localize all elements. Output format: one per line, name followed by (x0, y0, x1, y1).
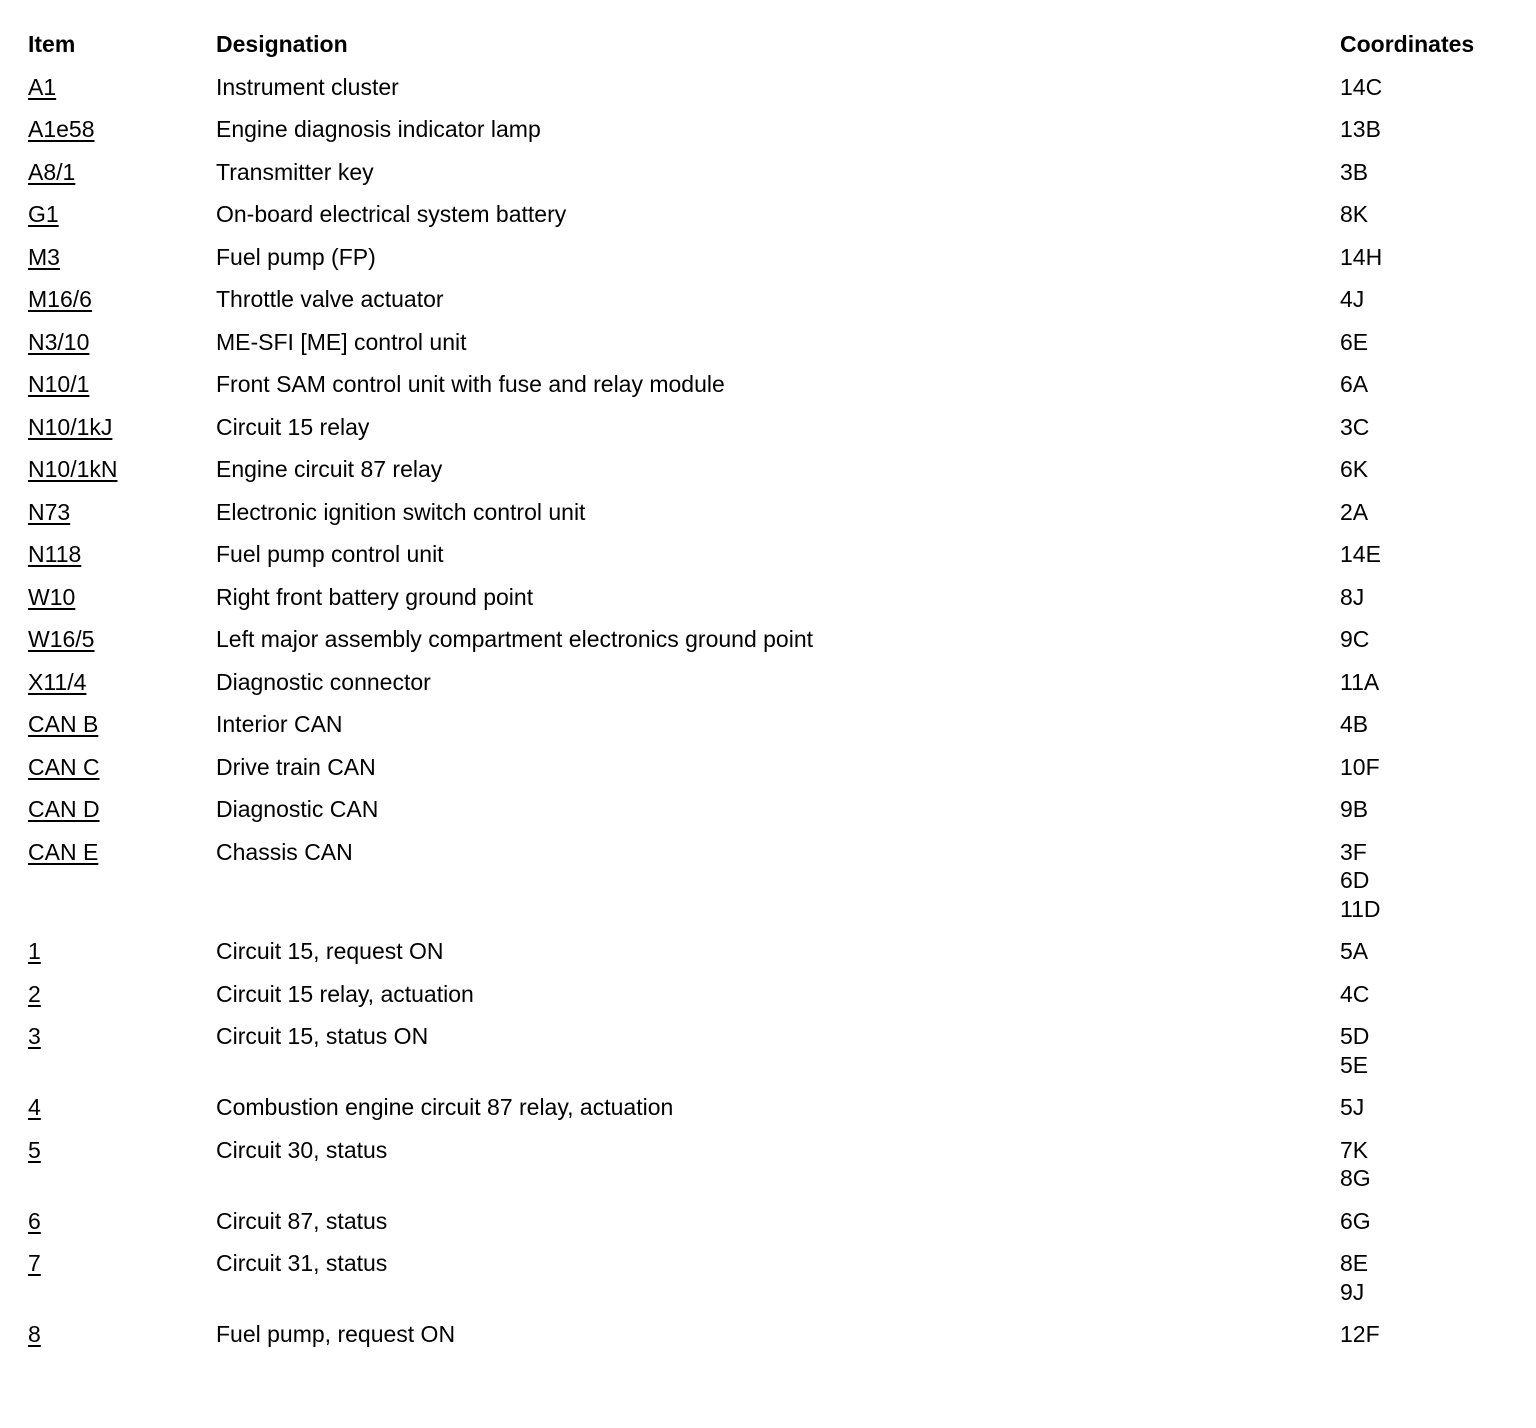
coordinates-cell (1340, 413, 1518, 442)
coordinate-value: 4J (1340, 286, 1365, 312)
coordinates-cell (1340, 753, 1518, 782)
item-cell (28, 625, 216, 654)
table-row (28, 710, 1518, 739)
table-row (28, 795, 1518, 824)
item-cell (28, 980, 216, 1009)
coordinates-cell (1340, 980, 1518, 1009)
table-row (28, 413, 1518, 442)
designation-cell: ME-SFI [ME] control unit (216, 328, 467, 355)
designation-cell: Circuit 15 relay (216, 413, 370, 440)
coordinate-value: 13B (1340, 116, 1381, 142)
designation-cell: Engine diagnosis indicator lamp (216, 116, 541, 142)
designation-cell: On-board electrical system battery (216, 201, 567, 227)
item-cell (28, 115, 216, 144)
item-link[interactable]: W10 (28, 583, 76, 610)
item-cell (28, 540, 216, 569)
coordinates-cell (1340, 1320, 1518, 1349)
item-cell (28, 1136, 216, 1165)
item-link[interactable]: 3 (28, 1023, 41, 1049)
coordinate-value: 3C (1340, 413, 1370, 440)
item-link[interactable]: CAN B (28, 711, 99, 737)
designation-cell: Throttle valve actuator (216, 286, 444, 312)
item-cell (28, 370, 216, 399)
coordinates-cell (1340, 115, 1518, 144)
item-cell (28, 285, 216, 314)
table-row (28, 1207, 1518, 1236)
designation-cell: Circuit 87, status (216, 1207, 388, 1234)
coordinate-value: 8G (1340, 1165, 1371, 1191)
coordinate-value: 9J (1340, 1278, 1365, 1305)
header-item: Item (28, 31, 76, 57)
table-row (28, 370, 1518, 399)
coordinates-cell (1340, 795, 1518, 824)
coordinate-value: 6K (1340, 456, 1369, 482)
coordinate-value: 9C (1340, 626, 1370, 652)
designation-cell: Left major assembly compartment electronics ground point (216, 626, 814, 652)
coordinates-cell (1340, 1022, 1518, 1079)
item-cell (28, 413, 216, 442)
item-cell (28, 158, 216, 187)
item-link[interactable]: CAN C (28, 753, 100, 780)
coordinate-value: 3F (1340, 838, 1367, 865)
designation-cell: Front SAM control unit with fuse and relay module (216, 371, 725, 397)
coordinate-value: 8K (1340, 201, 1369, 227)
coordinate-value: 10F (1340, 753, 1380, 780)
coordinates-cell (1340, 328, 1518, 357)
item-link[interactable]: 4 (28, 1094, 41, 1120)
coordinate-value: 14E (1340, 541, 1381, 567)
item-cell (28, 1207, 216, 1236)
designation-cell: Engine circuit 87 relay (216, 456, 443, 482)
item-link[interactable]: N10/1kN (28, 456, 118, 482)
item-cell (28, 795, 216, 824)
item-link[interactable]: N73 (28, 498, 71, 525)
item-link[interactable]: W16/5 (28, 626, 95, 652)
coordinate-value: 2A (1340, 498, 1369, 525)
designation-cell: Fuel pump (FP) (216, 243, 376, 270)
coordinates-cell (1340, 73, 1518, 102)
coordinate-value: 4B (1340, 711, 1369, 737)
designation-cell: Circuit 15 relay, actuation (216, 980, 474, 1007)
designation-cell: Instrument cluster (216, 73, 399, 100)
coordinate-value: 3B (1340, 158, 1369, 185)
item-link[interactable]: A1 (28, 73, 57, 100)
item-link[interactable]: X11/4 (28, 668, 87, 695)
table-row (28, 200, 1518, 229)
coordinates-cell (1340, 1136, 1518, 1193)
designation-cell: Interior CAN (216, 711, 343, 737)
item-cell (28, 753, 216, 782)
item-link[interactable]: A1e58 (28, 116, 95, 142)
item-cell (28, 668, 216, 697)
table-row (28, 243, 1518, 272)
table-row (28, 115, 1518, 144)
coordinate-value: 5E (1340, 1051, 1369, 1078)
table-row (28, 838, 1518, 924)
item-cell (28, 1249, 216, 1278)
table-row (28, 1093, 1518, 1122)
item-link[interactable]: M16/6 (28, 286, 92, 312)
item-cell (28, 1093, 216, 1122)
item-cell (28, 710, 216, 739)
table-row (28, 1249, 1518, 1306)
coordinate-value: 14H (1340, 243, 1383, 270)
coordinates-cell (1340, 498, 1518, 527)
item-cell (28, 73, 216, 102)
table-row (28, 455, 1518, 484)
designation-cell: Chassis CAN (216, 838, 353, 865)
coordinates-cell (1340, 937, 1518, 966)
coordinates-cell (1340, 370, 1518, 399)
designation-cell: Right front battery ground point (216, 583, 534, 610)
coordinates-cell (1340, 668, 1518, 697)
coordinates-cell (1340, 200, 1518, 229)
coordinates-cell (1340, 243, 1518, 272)
table-row (28, 625, 1518, 654)
item-cell (28, 838, 216, 867)
table-row (28, 1022, 1518, 1079)
coordinate-value: 6A (1340, 371, 1369, 397)
item-link[interactable]: G1 (28, 201, 59, 227)
designation-cell: Fuel pump control unit (216, 541, 444, 567)
item-cell (28, 498, 216, 527)
coordinate-value: 12F (1340, 1321, 1380, 1347)
coordinates-cell (1340, 838, 1518, 924)
item-cell (28, 328, 216, 357)
designation-cell: Circuit 30, status (216, 1136, 388, 1163)
table-row (28, 1320, 1518, 1349)
table-row (28, 753, 1518, 782)
coordinates-cell (1340, 710, 1518, 739)
coordinate-value: 7K (1340, 1136, 1369, 1163)
item-link[interactable]: 1 (28, 938, 41, 964)
coordinate-value: 5J (1340, 1094, 1365, 1120)
item-cell (28, 1320, 216, 1349)
table-row (28, 158, 1518, 187)
table-header (28, 30, 1518, 59)
coordinates-cell (1340, 540, 1518, 569)
table-row (28, 285, 1518, 314)
item-link[interactable]: M3 (28, 243, 60, 270)
coordinate-value: 5A (1340, 938, 1369, 964)
item-link[interactable]: 2 (28, 980, 41, 1007)
coordinates-cell (1340, 1093, 1518, 1122)
item-link[interactable]: 7 (28, 1250, 41, 1276)
coordinate-value: 8E (1340, 1250, 1369, 1276)
coordinate-value: 8J (1340, 583, 1365, 610)
designation-cell: Transmitter key (216, 158, 374, 185)
coordinate-value: 11D (1340, 895, 1381, 922)
designation-cell: Drive train CAN (216, 753, 376, 780)
item-link[interactable]: CAN E (28, 838, 99, 865)
item-cell (28, 937, 216, 966)
item-link[interactable]: N118 (28, 541, 82, 567)
item-cell (28, 200, 216, 229)
designation-cell: Circuit 15, status ON (216, 1023, 429, 1049)
coordinate-value: 6D (1340, 867, 1370, 893)
coordinate-value: 5D (1340, 1023, 1370, 1049)
table-body (28, 73, 1518, 1349)
coordinate-value: 14C (1340, 73, 1383, 100)
item-link[interactable]: 6 (28, 1207, 41, 1234)
coordinates-cell (1340, 285, 1518, 314)
designation-cell: Diagnostic CAN (216, 796, 379, 822)
coordinates-cell (1340, 1249, 1518, 1306)
coordinates-cell (1340, 158, 1518, 187)
table-row (28, 540, 1518, 569)
table-row (28, 1136, 1518, 1193)
item-link[interactable]: 5 (28, 1136, 41, 1163)
table-row (28, 668, 1518, 697)
item-cell (28, 243, 216, 272)
table-row (28, 980, 1518, 1009)
coordinates-cell (1340, 455, 1518, 484)
header-designation: Designation (216, 31, 348, 57)
table-row (28, 328, 1518, 357)
item-link[interactable]: 8 (28, 1321, 41, 1347)
table-row (28, 73, 1518, 102)
coordinate-value: 9B (1340, 796, 1369, 822)
component-legend-table (28, 30, 1518, 1363)
coordinate-value: 6E (1340, 328, 1369, 355)
item-link[interactable]: N10/1 (28, 371, 90, 397)
coordinates-cell (1340, 1207, 1518, 1236)
table-row (28, 583, 1518, 612)
designation-cell: Circuit 31, status (216, 1250, 388, 1276)
table-row (28, 498, 1518, 527)
designation-cell: Fuel pump, request ON (216, 1321, 456, 1347)
item-link[interactable]: N10/1kJ (28, 413, 113, 440)
designation-cell: Combustion engine circuit 87 relay, actuation (216, 1094, 674, 1120)
designation-cell: Electronic ignition switch control unit (216, 498, 586, 525)
table-row (28, 937, 1518, 966)
coordinates-cell (1340, 625, 1518, 654)
coordinate-value: 11A (1340, 668, 1380, 695)
item-cell (28, 1022, 216, 1051)
coordinates-cell (1340, 583, 1518, 612)
coordinate-value: 6G (1340, 1207, 1371, 1234)
item-cell (28, 583, 216, 612)
designation-cell: Circuit 15, request ON (216, 938, 444, 964)
item-link[interactable]: N3/10 (28, 328, 90, 355)
designation-cell: Diagnostic connector (216, 668, 431, 695)
item-link[interactable]: CAN D (28, 796, 100, 822)
item-link[interactable]: A8/1 (28, 158, 76, 185)
item-cell (28, 455, 216, 484)
header-coordinates: Coordinates (1340, 31, 1475, 57)
coordinate-value: 4C (1340, 980, 1370, 1007)
